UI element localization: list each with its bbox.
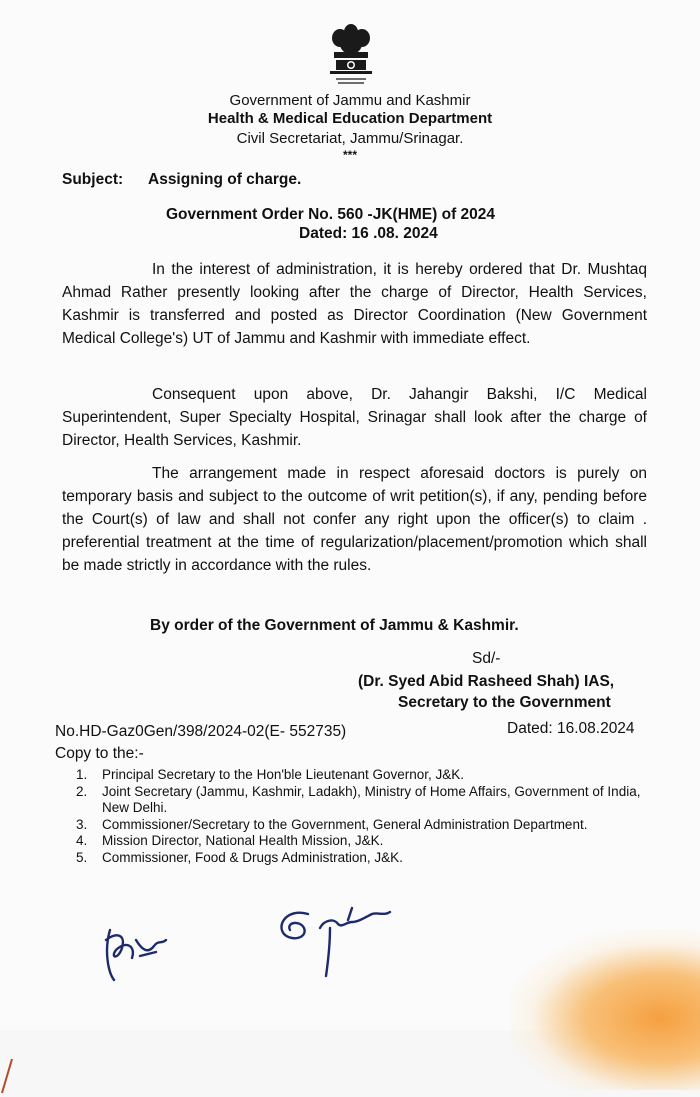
- sd-mark: Sd/-: [472, 650, 501, 667]
- corner-mark: [0, 1055, 14, 1095]
- subject-label: Subject:: [62, 171, 124, 188]
- address: Civil Secretariat, Jammu/Srinagar.: [236, 130, 464, 147]
- subject-text: Assigning of charge.: [148, 171, 302, 188]
- body-paragraph-3: The arrangement made in respect aforesaid doctors is purely on temporary basis and subject to the outcome of writ petition(s), if any, pending before the Court(s) of law and shall not confer any right upon the officer(s) to claim . preferential treatment at the time of regularization/placement/promotion which shall be made strictly in accordance with the rules.: [62, 465, 647, 574]
- handwritten-signature-left: [96, 910, 176, 990]
- list-item: 2. Joint Secretary (Jammu, Kashmir, Ladakh), Ministry of Home Affairs, Government of India, New Delhi.: [76, 783, 641, 815]
- body-paragraph-1: In the interest of administration, it is hereby ordered that Dr. Mushtaq Ahmad Rather presently looking after the charge of Director, Health Services, Kashmir is transferred and posted as Director Coordination (New Government Medical College's) UT of Jammu and Kashmir with immediate effect.: [62, 261, 647, 347]
- copy-to-heading: Copy to the:-: [55, 745, 144, 762]
- list-item: 4. Mission Director, National Health Mission, J&K.: [76, 833, 384, 848]
- order-date: Dated: 16 .08. 2024: [299, 225, 438, 242]
- signatory-title: Secretary to the Government: [398, 694, 611, 711]
- copy-to-list: [76, 767, 666, 866]
- reference-number: No.HD-Gaz0Gen/398/2024-02(E- 552735): [55, 723, 347, 740]
- light-glare: [510, 930, 700, 1090]
- handwritten-signature-right: [268, 898, 408, 978]
- list-item: 1. Principal Secretary to the Hon'ble Lieutenant Governor, J&K.: [76, 767, 465, 782]
- separator: ***: [342, 148, 357, 162]
- list-item: 5. Commissioner, Food & Drugs Administration, J&K.: [76, 849, 403, 865]
- department-name: Health & Medical Education Department: [207, 110, 493, 127]
- order-number: Government Order No. 560 -JK(HME) of 2024: [166, 206, 496, 223]
- body-paragraph-2: Consequent upon above, Dr. Jahangir Bakshi, I/C Medical Superintendent, Super Specialty Hospital, Srinagar shall look after the charge of Director, Health Services, Kashmir.: [62, 386, 647, 449]
- signatory-name: (Dr. Syed Abid Rasheed Shah) IAS,: [358, 673, 615, 690]
- emblem-icon: [326, 22, 376, 90]
- list-item: 3. Commissioner/Secretary to the Government, General Administration Department.: [76, 816, 588, 832]
- by-order-line: By order of the Government of Jammu & Kashmir.: [150, 617, 519, 634]
- government-name: Government of Jammu and Kashmir: [229, 92, 471, 109]
- reference-date: Dated: 16.08.2024: [507, 720, 635, 737]
